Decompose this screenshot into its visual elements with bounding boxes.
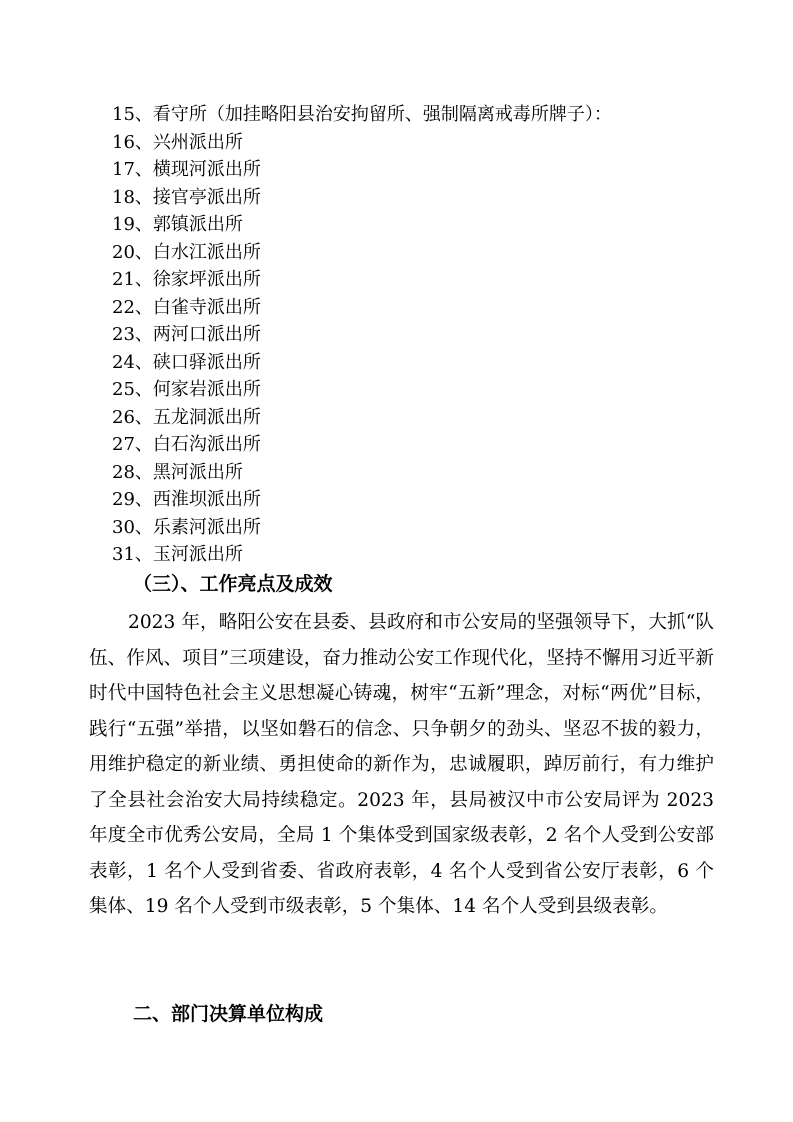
list-item: 30、乐素河派出所 [112,516,261,538]
section-heading-highlights: （三）、工作亮点及成效 [133,573,333,595]
list-item: 17、横现河派出所 [112,159,261,180]
list-item: 23、两河口派出所 [112,324,261,345]
list-item: 28、黑河派出所 [112,461,243,483]
list-item: 16、兴州派出所 [112,131,243,153]
list-item: 27、白石沟派出所 [112,434,261,455]
body-paragraph: 2023 年，略阳公安在县委、县政府和市公安局的坚强领导下，大抓“队伍、作风、项目”三项建设，奋力推动公安工作现代化，坚持不懈用习近平新时代中国特色社会主义思想凝心铸魂，树牢“五新”理念，对标“两优”目标，践行“五强”举措，以坚如磐石的信念、只争朝夕的劲头、坚忍不拔的毅力，用维护稳定的新业绩、勇担使命的新作为，忠诚履职，踔厉前行，有力维护了全县社会治安大局持续稳定。2023 年，县局被汉中市公安局评为 2023 年度全市优秀公安局，全局 1 个集体受到国家级表彰，2 名个人受到公安部表彰，1 名个人受到省委、省政府表彰，4 名个人受到省公安厅表彰，6 个集体、19 名个人受到市级表彰，5 个集体、14 名个人受到县级表彰。 [89,612,714,917]
chapter-heading-unit-composition: 二、部门决算单位构成 [133,1003,324,1025]
list-item: 22、白雀寺派出所 [112,296,261,318]
list-item: 15、看守所（加挂略阳县治安拘留所、强制隔离戒毒所牌子）： [112,104,612,125]
list-item: 31、玉河派出所 [112,544,243,565]
list-item: 19、郭镇派出所 [112,214,243,235]
list-item: 29、西淮坝派出所 [112,489,261,510]
list-item: 20、白水江派出所 [112,241,261,263]
org-unit-list [112,101,712,569]
list-item: 26、五龙洞派出所 [112,406,261,428]
list-item: 24、硖口驿派出所 [112,351,261,373]
list-item: 25、何家岩派出所 [112,379,261,400]
list-item: 18、接官亭派出所 [112,186,261,208]
list-item: 21、徐家坪派出所 [112,269,261,290]
